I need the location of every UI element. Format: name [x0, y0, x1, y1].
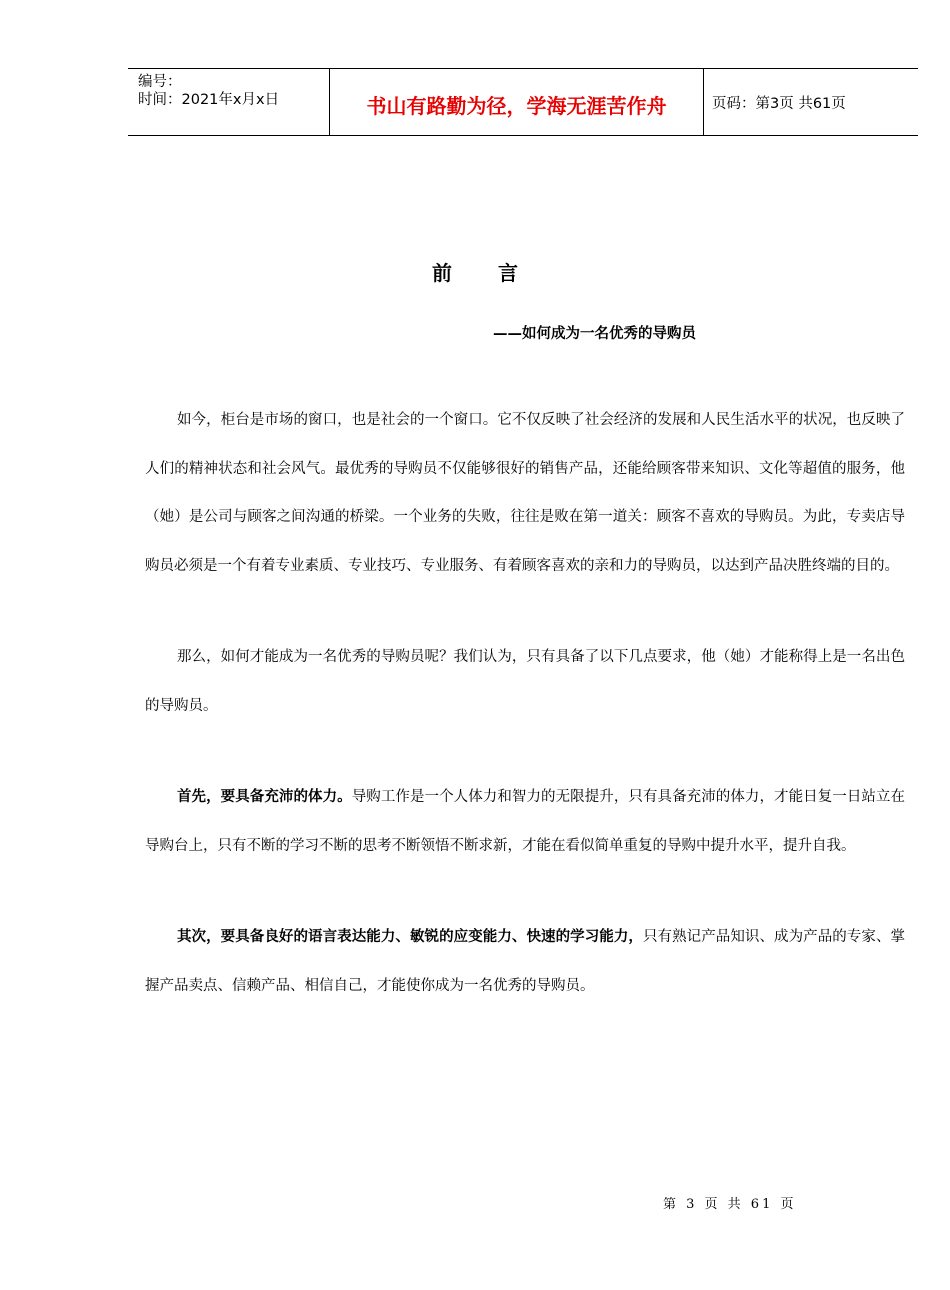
- time-label: 时间：2021年x月x日: [138, 92, 280, 108]
- header-meta: [128, 69, 330, 135]
- document-title: 前言: [432, 261, 564, 285]
- paragraph-text: 只有熟记产品知识、成为产品的专家、掌握产品卖点、信赖产品、相信自己，才能使你成为一名优秀的导购员。: [145, 929, 906, 994]
- paragraph-text: 那么，如何才能成为一名优秀的导购员呢？我们认为，只有具备了以下几点要求，他（她）才能称得上是一名出色的导购员。: [145, 649, 905, 714]
- document-subtitle: ——如何成为一名优秀的导购员: [493, 326, 696, 342]
- paragraph-2: [145, 633, 905, 730]
- paragraph-lead: 其次，要具备良好的语言表达能力、敏锐的应变能力、快速的学习能力，: [177, 929, 643, 945]
- page-header: [128, 68, 918, 136]
- header-motto: [330, 69, 704, 135]
- paragraph-text: 导购工作是一个人体力和智力的无限提升，只有具备充沛的体力，才能日复一日站立在导购台上，只有不断的学习不断的思考不断领悟不断求新，才能在看似简单重复的导购中提升水平，提升自我。: [145, 789, 905, 854]
- motto-text: 书山有路勤为径，学海无涯苦作舟: [366, 93, 667, 118]
- header-page-code: [704, 69, 918, 135]
- paragraph-4: [145, 913, 905, 1010]
- paragraph-lead: 首先，要具备充沛的体力。: [177, 789, 352, 805]
- page-footer: 第 3 页 共 61 页: [663, 1197, 797, 1212]
- paragraph-1: [145, 396, 905, 590]
- document-body: [145, 396, 905, 1053]
- page-code-text: 页码：第3页 共61页: [712, 95, 846, 112]
- number-label: 编号：: [138, 74, 182, 90]
- paragraph-text: 如今，柜台是市场的窗口，也是社会的一个窗口。它不仅反映了社会经济的发展和人民生活水平的状况，也反映了人们的精神状态和社会风气。最优秀的导购员不仅能够很好的销售产品，还能给顾客带来知识、文化等超值的服务，他（她）是公司与顾客之间沟通的桥梁。一个业务的失败，往往是败在第一道关：顾客不喜欢的导购员。为此，专卖店导购员必须是一个有着专业素质、专业技巧、专业服务、有着顾客喜欢的亲和力的导购员，以达到产品决胜终端的目的。: [145, 412, 905, 574]
- paragraph-3: [145, 773, 905, 870]
